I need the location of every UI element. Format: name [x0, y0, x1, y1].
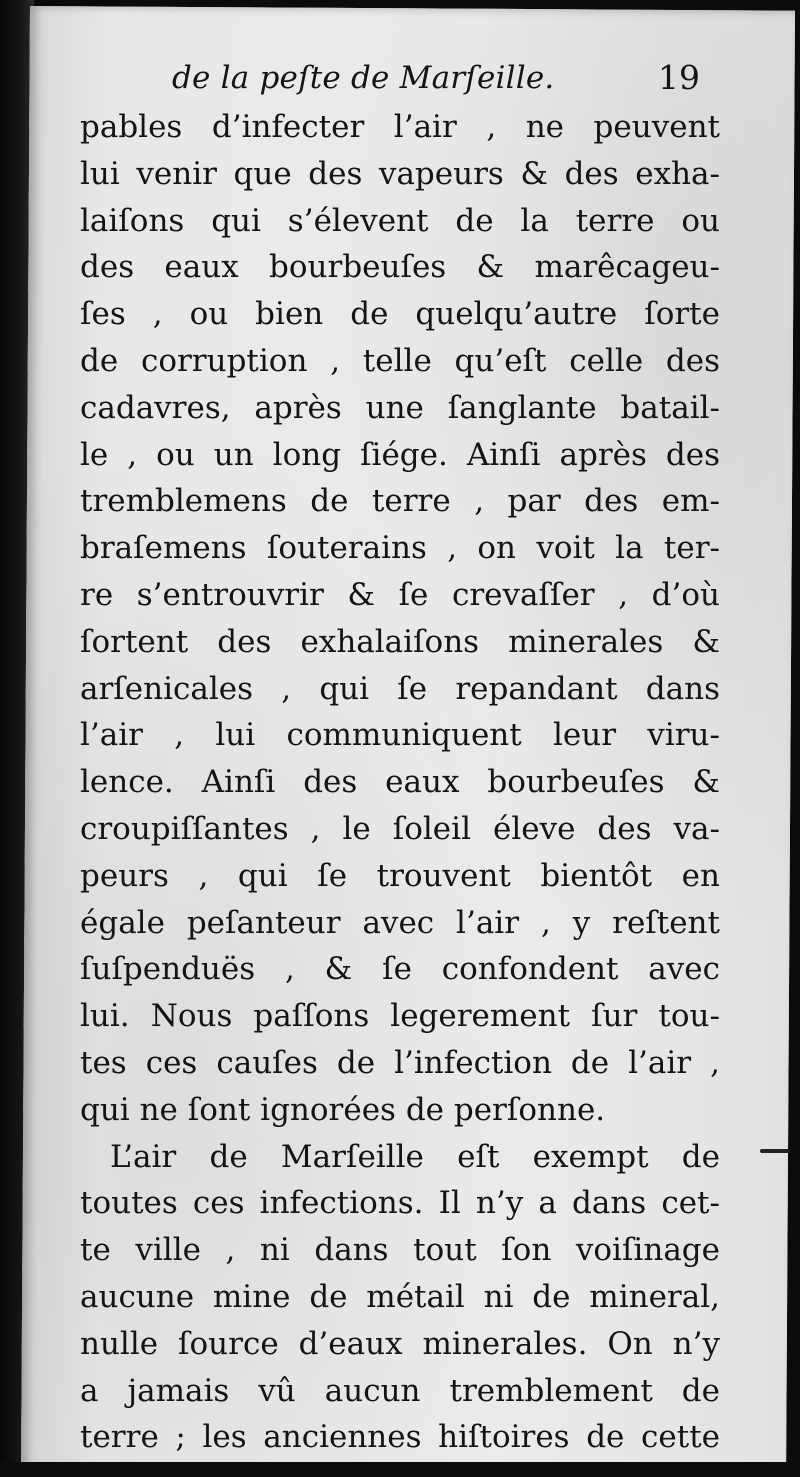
running-head — [0, 54, 800, 104]
text-line: de corruption , telle qu’eſt celle des — [80, 342, 720, 379]
text-line: terre ; les anciennes hiſtoires de cette — [80, 1419, 720, 1456]
text-line: le , ou un long ſiége. Ainſi après des — [80, 436, 720, 473]
text-line: nulle ſource d’eaux minerales. On n’y — [80, 1325, 720, 1362]
text-line: tremblemens de terre , par des em- — [80, 483, 720, 520]
text-line: l’air , lui communiquent leur viru- — [80, 717, 720, 754]
paragraph-end-line: qui ne ſont ignorées de perſonne. — [80, 1091, 606, 1128]
text-line: re s’entrouvrir & ſe crevaſſer , d’où — [80, 576, 720, 613]
text-line: a jamais vû aucun tremblement de — [80, 1372, 720, 1409]
text-line: cadavres, après une ſanglante batail- — [80, 389, 720, 426]
paragraph-start-line: L’air de Marſeille eſt exempt de — [110, 1138, 720, 1175]
scan-bottom-edge — [0, 1462, 800, 1477]
text-line: ſes , ou bien de quelqu’autre ſorte — [80, 296, 720, 333]
text-line: braſemens ſouterains , on voit la ter- — [80, 530, 720, 567]
text-line: croupiſſantes , le ſoleil éleve des va- — [80, 810, 720, 847]
text-line: lence. Ainſi des eaux bourbeuſes & — [80, 764, 720, 801]
text-line: ſuſpenduës , & ſe confondent avec — [80, 951, 720, 988]
margin-tick-mark — [760, 1149, 790, 1153]
text-line: laiſons qui s’élevent de la terre ou — [80, 202, 720, 239]
running-head-title: de la peſte de Marſeille. — [172, 60, 555, 96]
text-line: peurs , qui ſe trouvent bientôt en — [80, 857, 720, 894]
text-line: ſortent des exhalaiſons minerales & — [80, 623, 720, 660]
text-line: égale peſanteur avec l’air , y reſtent — [80, 904, 720, 941]
text-line: arſenicales , qui ſe repandant dans — [80, 670, 720, 707]
body-text — [80, 104, 720, 1461]
text-line: aucune mine de métail ni de mineral, — [80, 1278, 720, 1315]
text-line: te ville , ni dans tout ſon voiſinage — [80, 1232, 720, 1269]
text-line: des eaux bourbeuſes & marêcageu- — [80, 249, 720, 286]
page-number: 19 — [658, 58, 700, 97]
text-line: toutes ces infections. Il n’y a dans cet- — [80, 1185, 720, 1222]
text-line: tes ces cauſes de l’infection de l’air , — [80, 1044, 720, 1081]
text-line: pables d’infecter l’air , ne peuvent — [80, 109, 720, 145]
text-line: lui. Nous paſſons legerement ſur tou- — [80, 998, 720, 1035]
text-line: lui venir que des vapeurs & des exha- — [80, 155, 720, 192]
